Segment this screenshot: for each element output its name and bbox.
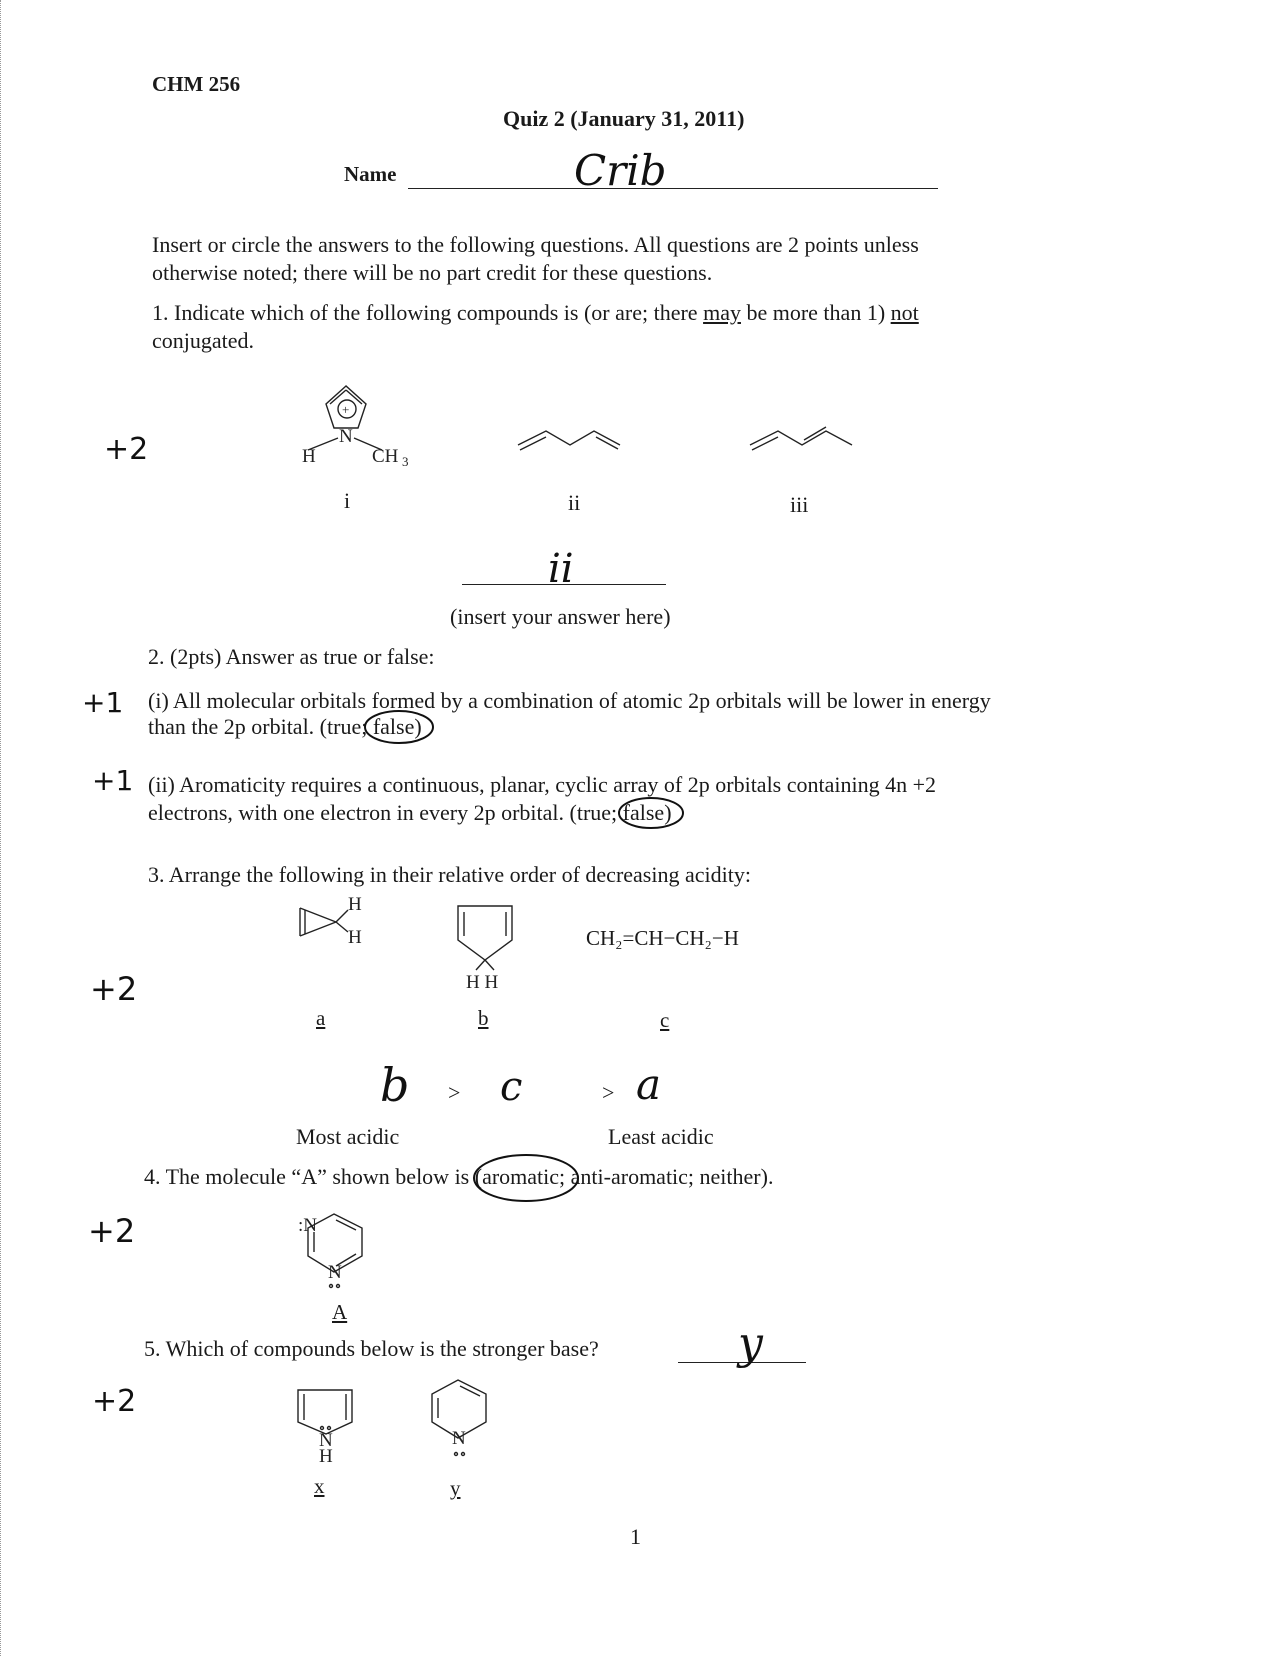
q4-structure-pyrimidine bbox=[298, 1210, 378, 1290]
q3-b-h: H H bbox=[466, 972, 499, 993]
page-number: 1 bbox=[630, 1524, 641, 1549]
q4-label: A bbox=[332, 1300, 348, 1324]
q5-structure-x bbox=[294, 1382, 364, 1467]
q2-score-i: +1 bbox=[82, 686, 124, 719]
q5-label-y: y bbox=[450, 1476, 461, 1500]
q3-answer-gt-2: > bbox=[602, 1080, 615, 1105]
name-value: Crib bbox=[574, 146, 667, 195]
q3-label-a: a bbox=[316, 1006, 326, 1030]
q2-part-i-line-1: (i) All molecular orbitals formed by a combination of atomic 2p orbitals will be lower in energy bbox=[148, 688, 991, 713]
q1-i-charge: + bbox=[342, 402, 350, 417]
q3-structure-a bbox=[296, 896, 386, 956]
q2-part-ii-line-2: electrons, with one electron in every 2p orbital. (true; false ) bbox=[148, 800, 672, 826]
q1-i-h: H bbox=[302, 446, 316, 467]
q3-score: +2 bbox=[90, 970, 138, 1008]
q1-text: 1. Indicate which of the following compounds is (or are; there may be more than 1) not bbox=[152, 300, 919, 325]
q5-label-x: x bbox=[314, 1474, 325, 1498]
q4-text: 4. The molecule “A” shown below is (aromatic ; anti-aromatic; neither). bbox=[144, 1164, 773, 1190]
q1-structure-iii bbox=[748, 425, 858, 455]
q3-structure-c: CH₂=CH−CH₂−H bbox=[586, 926, 739, 950]
q3-text: 3. Arrange the following in their relative order of decreasing acidity: bbox=[148, 862, 751, 887]
q4-n1: :N bbox=[298, 1215, 317, 1236]
q1-label-i: i bbox=[344, 488, 351, 513]
q1-label-ii: ii bbox=[568, 490, 581, 515]
course-code: CHM 256 bbox=[152, 72, 241, 96]
q1-text-continued: conjugated. bbox=[152, 328, 255, 353]
q4-n2: N bbox=[328, 1262, 342, 1283]
q3-label-c: c bbox=[660, 1008, 670, 1032]
q5-x-h: H bbox=[319, 1446, 333, 1467]
q5-answer: y bbox=[738, 1318, 763, 1369]
q5-score: +2 bbox=[92, 1384, 137, 1419]
q1-i-ch3: CH bbox=[372, 446, 399, 467]
q2-part-i-circled-answer: false bbox=[373, 714, 415, 739]
q1-label-iii: iii bbox=[790, 492, 809, 517]
q3-most-acidic: Most acidic bbox=[296, 1124, 400, 1149]
scan-edge bbox=[0, 0, 7, 1656]
q4-circled-answer: aromatic bbox=[482, 1164, 559, 1189]
q2-text: 2. (2pts) Answer as true or false: bbox=[148, 644, 435, 669]
q3-answer-first: b bbox=[380, 1058, 410, 1112]
q3-a-h2: H bbox=[348, 927, 362, 948]
q1-i-n: N bbox=[339, 426, 353, 447]
q5-text: 5. Which of compounds below is the stronger base? bbox=[144, 1336, 599, 1361]
q1-structure-ii bbox=[516, 425, 626, 455]
q3-structure-b bbox=[452, 900, 522, 993]
quiz-title: Quiz 2 (January 31, 2011) bbox=[503, 106, 745, 131]
q3-answer-second: c bbox=[500, 1064, 523, 1110]
q2-part-ii-line-1: (ii) Aromaticity requires a continuous, planar, cyclic array of 2p orbitals containing 4n +2 bbox=[148, 772, 937, 797]
q3-answer-third: a bbox=[636, 1060, 662, 1109]
q5-x-n: N bbox=[319, 1430, 333, 1451]
q1-answer: ii bbox=[548, 546, 574, 592]
instructions-line-1: Insert or circle the answers to the following questions. All questions are 2 points unless bbox=[152, 232, 919, 257]
q2-part-i-line-2: than the 2p orbital. (true; false ) bbox=[148, 714, 422, 740]
name-label: Name bbox=[344, 162, 397, 186]
q3-a-h1: H bbox=[348, 894, 362, 915]
q1-score: +2 bbox=[104, 432, 149, 467]
q1-i-sub: 3 bbox=[402, 454, 409, 469]
q3-label-b: b bbox=[478, 1006, 489, 1030]
q5-structure-y bbox=[424, 1374, 494, 1460]
q3-answer-gt-1: > bbox=[448, 1080, 461, 1105]
q2-score-ii: +1 bbox=[92, 764, 134, 797]
q5-y-n: N bbox=[452, 1428, 466, 1449]
q3-least-acidic: Least acidic bbox=[608, 1124, 714, 1149]
q1-answer-caption: (insert your answer here) bbox=[450, 604, 671, 629]
instructions-line-2: otherwise noted; there will be no part credit for these questions. bbox=[152, 260, 713, 285]
q1-structure-i bbox=[296, 368, 426, 469]
q2-part-ii-circled-answer: false bbox=[623, 800, 665, 825]
q4-score: +2 bbox=[88, 1212, 136, 1250]
name-line bbox=[408, 188, 938, 189]
